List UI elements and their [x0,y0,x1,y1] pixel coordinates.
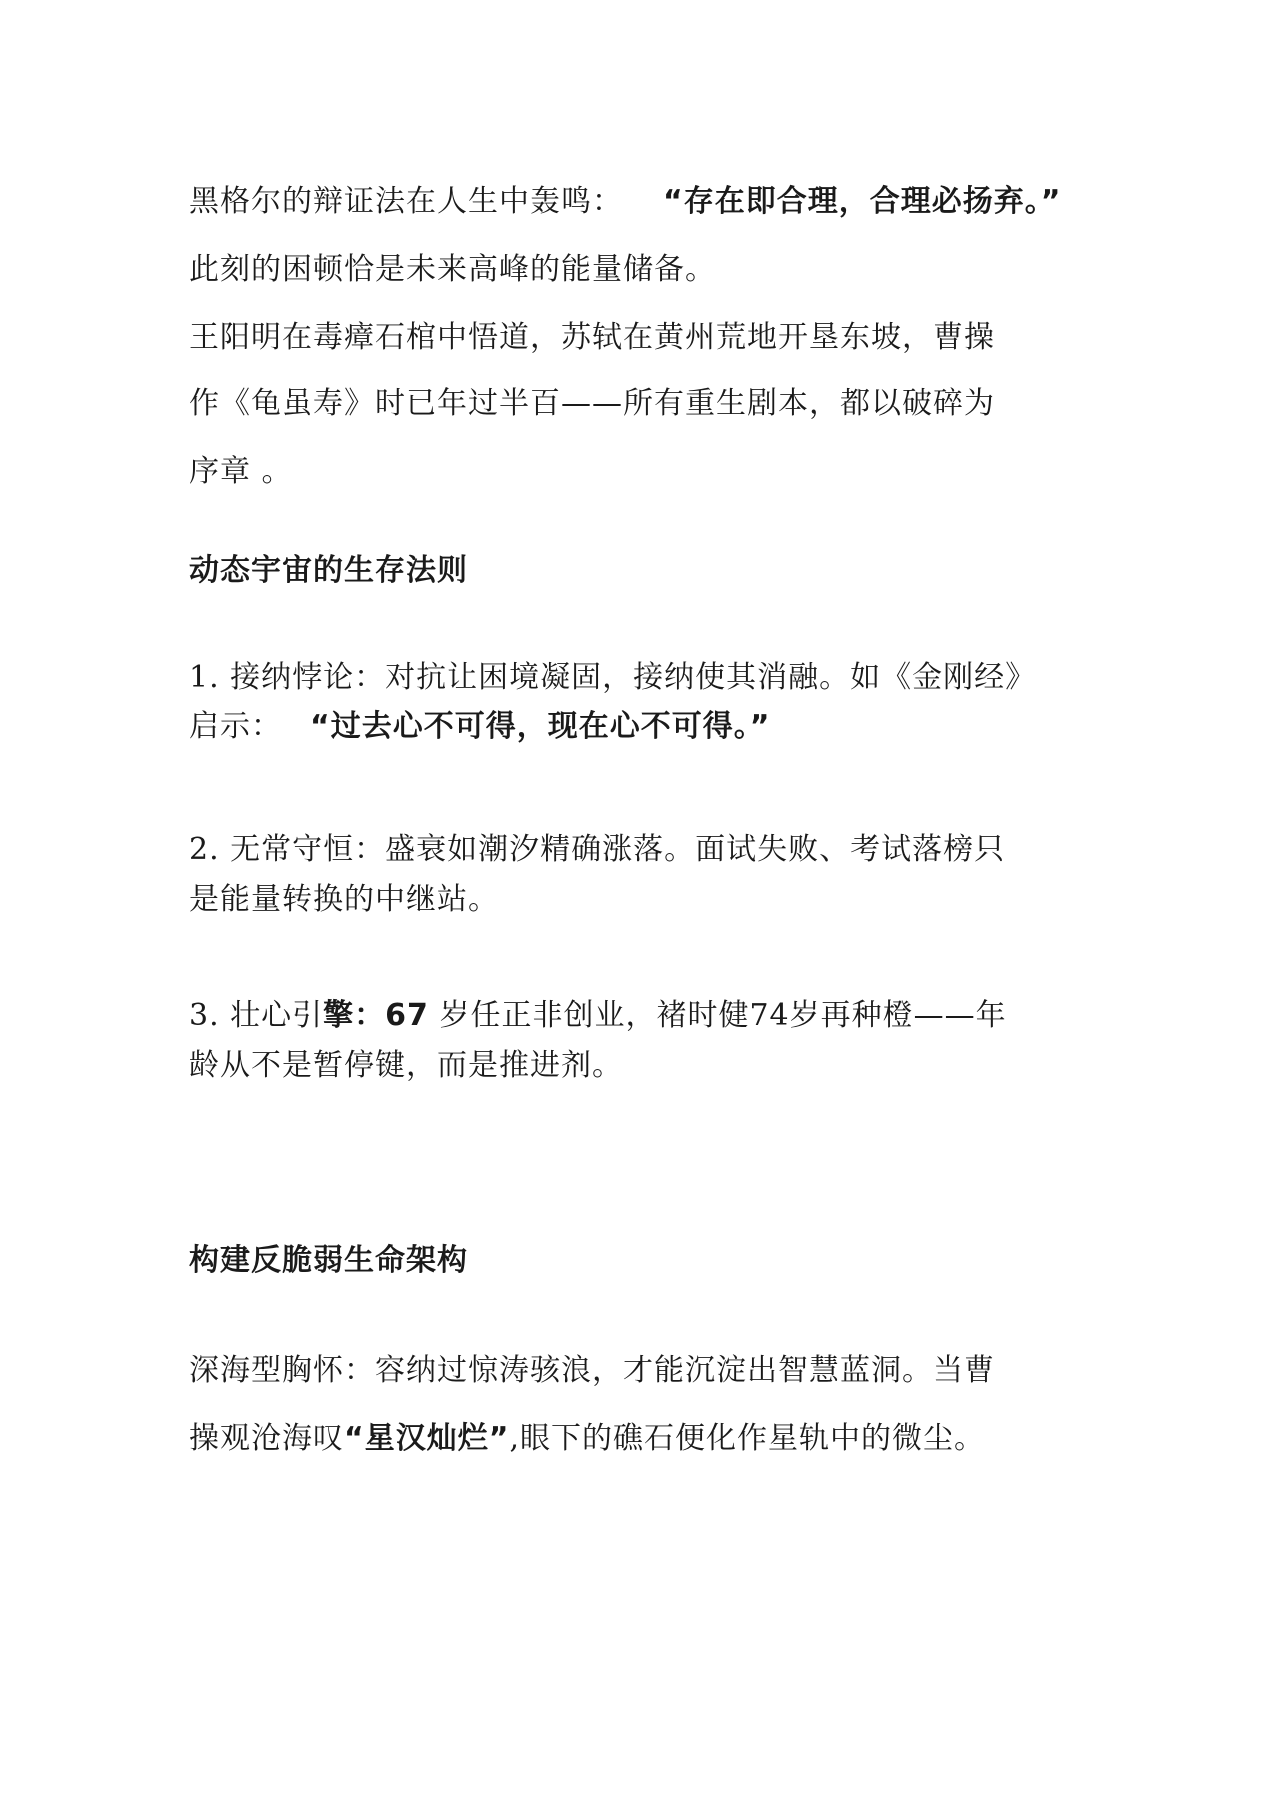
paragraph-line [189,1413,985,1457]
paragraph-line: 此刻的困顿恰是未来高峰的能量储备。 [189,252,716,287]
paragraph-line [189,176,1061,220]
bold-quote: “存在即合理，合理必扬弃。” [663,184,1062,219]
list-item-line [189,990,1007,1034]
paragraph-line: 王阳明在毒瘴石棺中悟道，苏轼在黄州荒地开垦东坡，曹操 [189,320,995,355]
paragraph-line: 深海型胸怀：容纳过惊涛骇浪，才能沉淀出智慧蓝洞。当曹 [189,1353,995,1388]
list-item-line: 龄从不是暂停键，而是推进剂。 [189,1048,623,1083]
section-heading: 构建反脆弱生命架构 [189,1243,468,1278]
list-item-line: 是能量转换的中继站。 [189,882,499,917]
text-run: 3. 壮心引 [189,998,324,1033]
list-item-line: 1. 接纳悖论：对抗让困境凝固，接纳使其消融。如《金刚经》 [189,660,1037,695]
list-item-line [189,701,770,745]
bold-quote: “过去心不可得，现在心不可得。” [310,709,771,744]
bold-text: 擎：67 [323,998,429,1033]
section-heading: 动态宇宙的生存法则 [189,553,468,588]
text-run: 黑格尔的辩证法在人生中轰鸣： [189,184,623,219]
paragraph-line: 作《龟虽寿》时已年过半百——所有重生剧本，都以破碎为 [189,386,995,421]
text-run: 启示： [189,709,282,744]
text-run: 岁任正非创业，褚时健74岁再种橙——年 [428,998,1007,1033]
text-run: 操观沧海叹 [189,1421,344,1456]
bold-quote: “星汉灿烂” [344,1421,510,1456]
paragraph-line: 序章 。 [189,454,293,489]
list-item-line: 2. 无常守恒：盛衰如潮汐精确涨落。面试失败、考试落榜只 [189,832,1006,867]
text-run: ,眼下的礁石便化作星轨中的微尘。 [509,1421,985,1456]
